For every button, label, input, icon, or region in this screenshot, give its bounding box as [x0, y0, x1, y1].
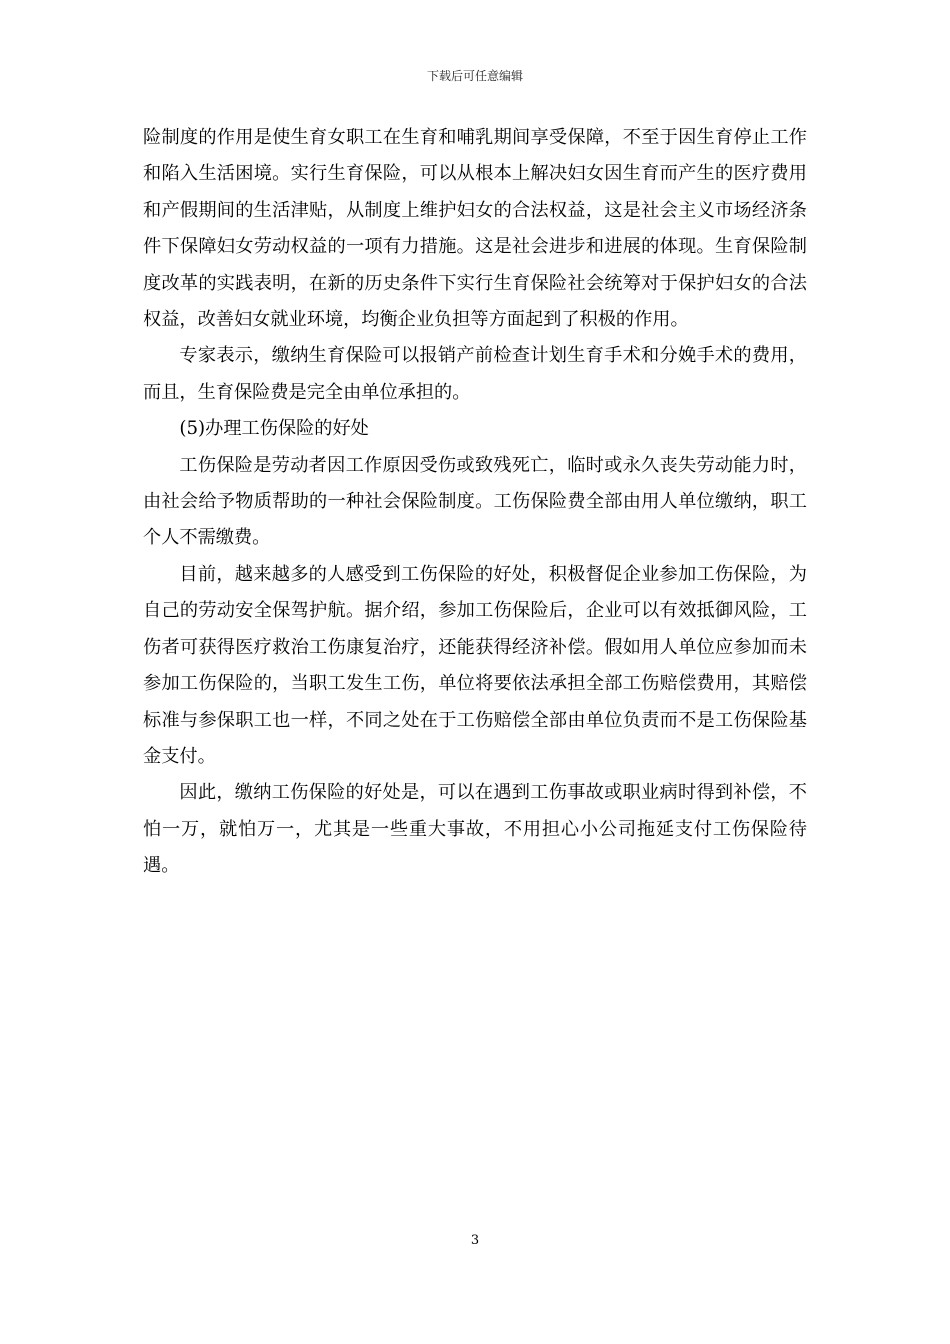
paragraph-continuation: 险制度的作用是使生育女职工在生育和哺乳期间享受保障，不至于因生育停止工作和陷入生活困境。实行生育保险，可以从根本上解决妇女因生育而产生的医疗费用和产假期间的生活津贴，从制度上维护妇女的合法权益，这是社会主义市场经济条件下保障妇女劳动权益的一项有力措施。这是社会进步和进展的体现。生育保险制度改革的实践表明，在新的历史条件下实行生育保险社会统筹对于保护妇女的合法权益，改善妇女就业环境，均衡企业负担等方面起到了积极的作用。	[143, 127, 807, 331]
page-header: 下载后可任意编辑	[426, 69, 523, 83]
paragraph: 因此，缴纳工伤保险的好处是，可以在遇到工伤事故或职业病时得到补偿，不怕一万，就怕万一，尤其是一些重大事故，不用担心小公司拖延支付工伤保险待遇。	[143, 782, 807, 877]
paragraph: 工伤保险是劳动者因工作原因受伤或致残死亡，临时或永久丧失劳动能力时，由社会给予物质帮助的一种社会保险制度。工伤保险费全部由用人单位缴纳，职工个人不需缴费。	[143, 454, 807, 549]
paragraph: 专家表示，缴纳生育保险可以报销产前检查计划生育手术和分娩手术的费用，而且，生育保险费是完全由单位承担的。	[143, 345, 807, 403]
paragraph: 目前，越来越多的人感受到工伤保险的好处，积极督促企业参加工伤保险，为自己的劳动安全保驾护航。据介绍，参加工伤保险后，企业可以有效抵御风险，工伤者可获得医疗救治工伤康复治疗，还能获得经济补偿。假如用人单位应参加而未参加工伤保险的，当职工发生工伤，单位将要依法承担全部工伤赔偿费用，其赔偿标准与参保职工也一样，不同之处在于工伤赔偿全部由单位负责而不是工伤保险基金支付。	[143, 563, 807, 767]
page-number: 3	[470, 1233, 480, 1248]
document-body	[143, 120, 807, 885]
section-heading: (5)办理工伤保险的好处	[179, 418, 369, 440]
